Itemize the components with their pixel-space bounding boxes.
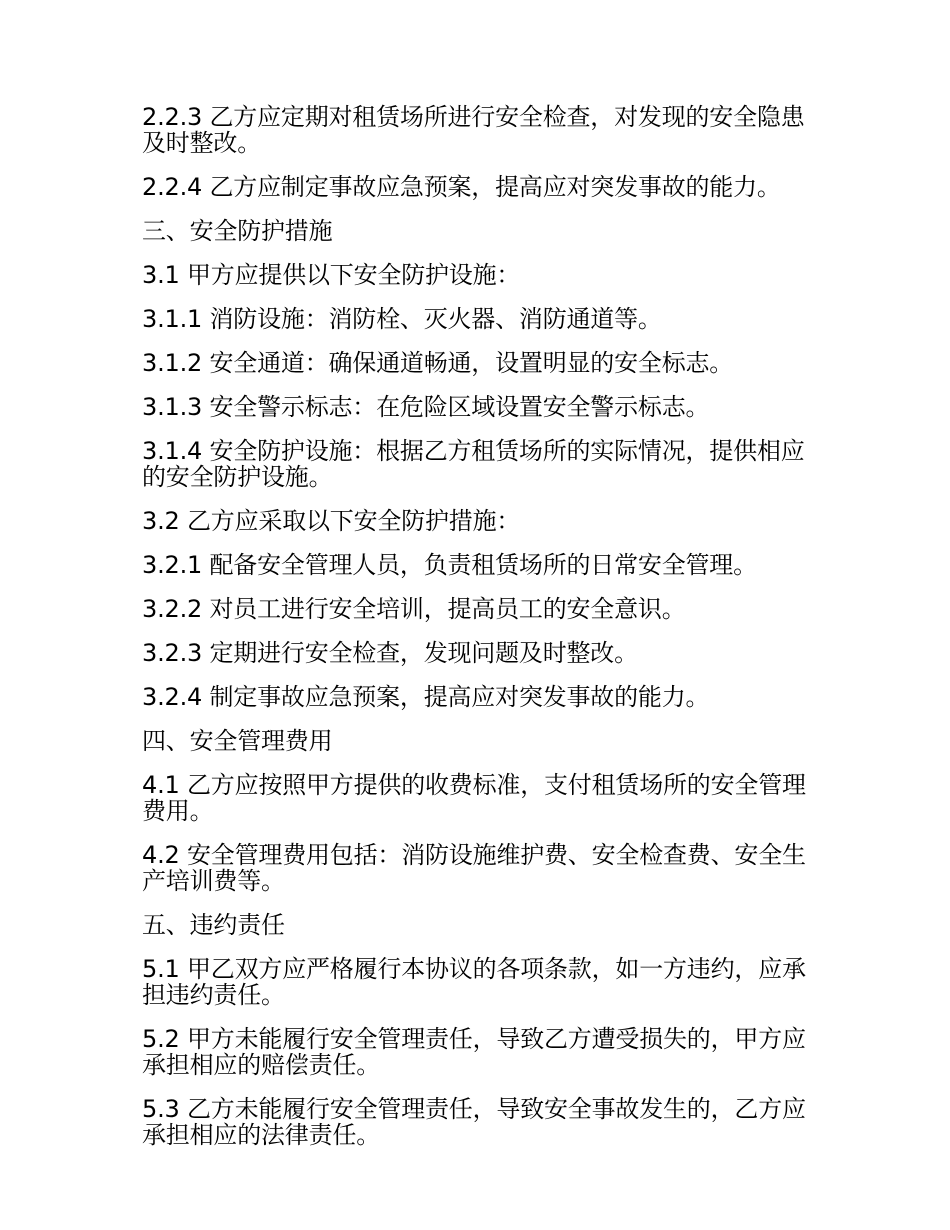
clause-4-2: 4.2 安全管理费用包括：消防设施维护费、安全检查费、安全生产培训费等。 — [142, 841, 806, 895]
clause-3-2-1: 3.2.1 配备安全管理人员，负责租赁场所的日常安全管理。 — [142, 551, 757, 579]
clause-3-2-3: 3.2.3 定期进行安全检查，发现问题及时整改。 — [142, 639, 638, 667]
section-heading-3: 三、安全防护措施 — [142, 217, 333, 245]
clause-2-2-4: 2.2.4 乙方应制定事故应急预案，提高应对突发事故的能力。 — [142, 173, 781, 201]
clause-3-1-1: 3.1.1 消防设施：消防栓、灭火器、消防通道等。 — [142, 305, 662, 333]
section-heading-5: 五、违约责任 — [142, 911, 285, 939]
clause-5-1: 5.1 甲乙双方应严格履行本协议的各项条款，如一方违约，应承担违约责任。 — [142, 955, 806, 1009]
clause-3-2: 3.2 乙方应采取以下安全防护措施： — [142, 507, 521, 535]
document-page — [142, 104, 806, 1166]
clause-2-2-3: 2.2.3 乙方应定期对租赁场所进行安全检查，对发现的安全隐患及时整改。 — [142, 103, 805, 157]
clause-3-2-4: 3.2.4 制定事故应急预案，提高应对突发事故的能力。 — [142, 683, 710, 711]
clause-5-3: 5.3 乙方未能履行安全管理责任，导致安全事故发生的，乙方应承担相应的法律责任。 — [142, 1095, 806, 1149]
clause-3-1: 3.1 甲方应提供以下安全防护设施： — [142, 261, 521, 289]
clause-3-1-2: 3.1.2 安全通道：确保通道畅通，设置明显的安全标志。 — [142, 349, 734, 377]
section-heading-4: 四、安全管理费用 — [142, 727, 333, 755]
clause-5-2: 5.2 甲方未能履行安全管理责任，导致乙方遭受损失的，甲方应承担相应的赔偿责任。 — [142, 1025, 806, 1079]
clause-3-1-3: 3.1.3 安全警示标志：在危险区域设置安全警示标志。 — [142, 393, 710, 421]
clause-3-1-4: 3.1.4 安全防护设施：根据乙方租赁场所的实际情况，提供相应的安全防护设施。 — [142, 437, 805, 491]
clause-3-2-2: 3.2.2 对员工进行安全培训，提高员工的安全意识。 — [142, 595, 686, 623]
clause-4-1: 4.1 乙方应按照甲方提供的收费标准，支付租赁场所的安全管理费用。 — [142, 771, 806, 825]
